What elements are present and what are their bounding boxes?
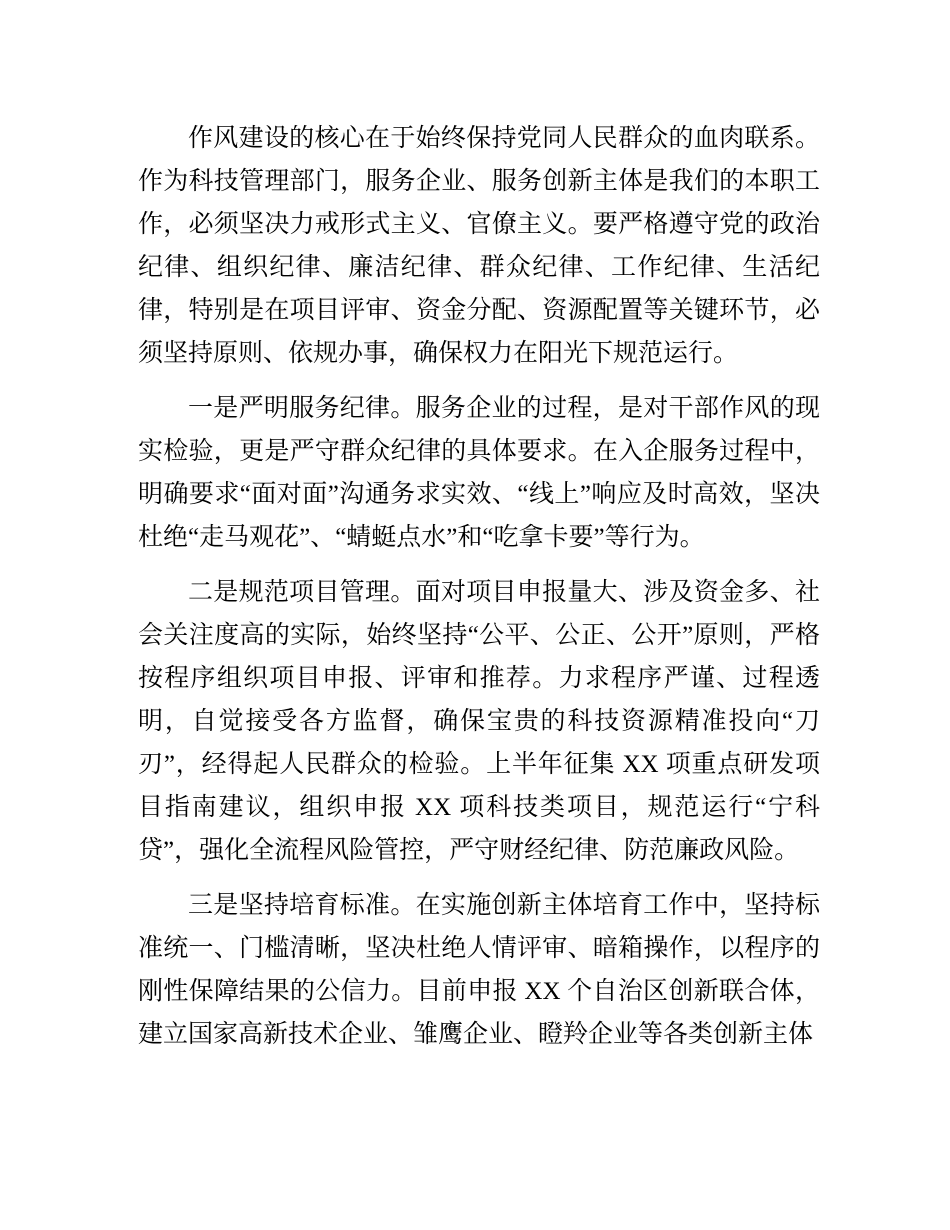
document-body — [138, 117, 820, 1056]
paragraph-point-1: 一是严明服务纪律。服务企业的过程，是对干部作风的现实检验，更是严守群众纪律的具体要求。在入企服务过程中，明确要求“面对面”沟通务求实效、“线上”响应及时高效，坚决杜绝“走马观花”、“蜻蜓点水”和“吃拿卡要”等行为。 — [138, 395, 820, 551]
paragraph-intro: 作风建设的核心在于始终保持党同人民群众的血肉联系。作为科技管理部门，服务企业、服务创新主体是我们的本职工作，必须坚决力戒形式主义、官僚主义。要严格遵守党的政治纪律、组织纪律、廉洁纪律、群众纪律、工作纪律、生活纪律，特别是在项目评审、资金分配、资源配置等关键环节，必须坚持原则、依规办事，确保权力在阳光下规范运行。 — [138, 125, 820, 367]
paragraph-point-2: 二是规范项目管理。面对项目申报量大、涉及资金多、社会关注度高的实际，始终坚持“公平、公正、公开”原则，严格按程序组织项目申报、评审和推荐。力求程序严谨、过程透明，自觉接受各方监督，确保宝贵的科技资源精准投向“刀刃”，经得起人民群众的检验。上半年征集 XX 项重点研发项目指南建议，组织申报 XX 项科技类项目，规范运行“宁科贷”，强化全流程风险管控，严守财经纪律、防范廉政风险。 — [138, 579, 820, 864]
paragraph-point-3: 三是坚持培育标准。在实施创新主体培育工作中，坚持标准统一、门槛清晰，坚决杜绝人情评审、暗箱操作，以程序的刚性保障结果的公信力。目前申报 XX 个自治区创新联合体，建立国家高新技术企业、雏鹰企业、瞪羚企业等各类创新主体 — [138, 892, 820, 1048]
